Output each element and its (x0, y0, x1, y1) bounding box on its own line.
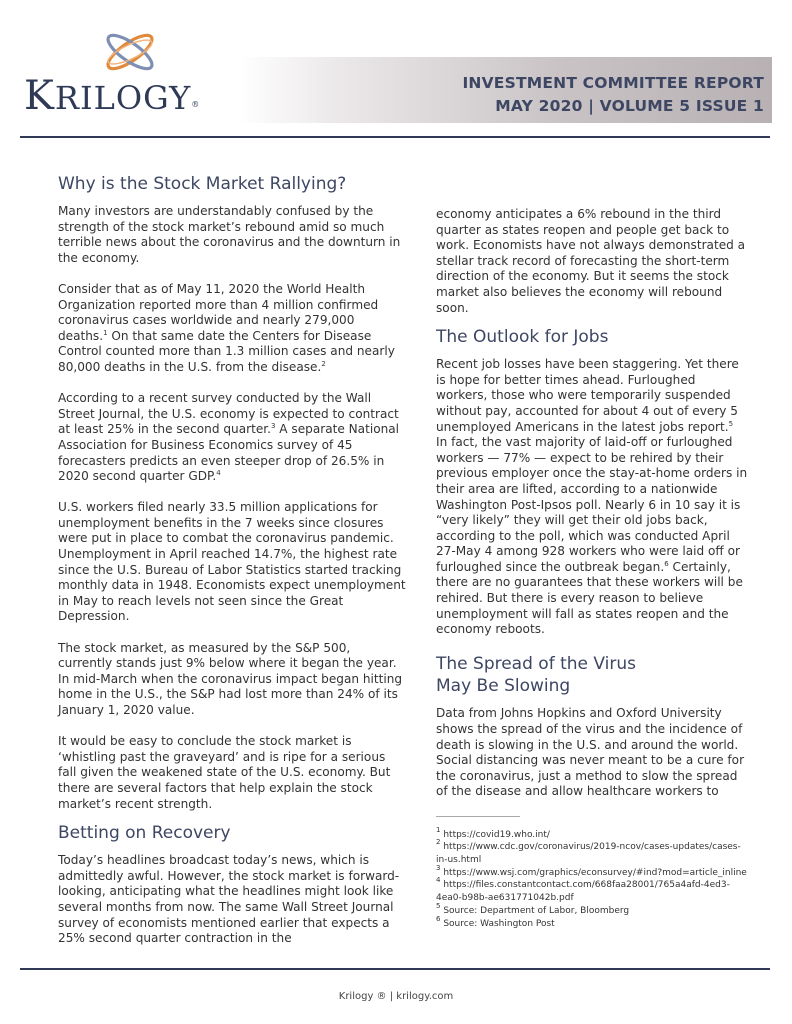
footnote-item[interactable]: $^1$ https://covid19.who.int/ (436, 825, 550, 840)
footnote-item: $^5$ Source: Department of Labor, Bloomberg (436, 901, 630, 916)
footnote-ref[interactable]: 5 (728, 419, 734, 428)
right-column (436, 207, 748, 930)
paragraph: According to a recent survey conducted by the Wall Street Journal, the U.S. economy is expected to contract at least 25% in the second quarter.$^3$ A separate National Association for Business Economics survey of 45 forecasters predicts an even steeper drop of 26.5% in 2020 second quarter GDP.$^4$ (58, 391, 400, 484)
footnote-ref[interactable]: 3 (270, 422, 276, 431)
krilogy-logo (24, 26, 244, 126)
section-heading-jobs: The Outlook for Jobs (436, 327, 609, 348)
footnote-item[interactable]: $^3$ https://www.wsj.com/graphics/econsurvey/#ind?mod=article_inline (436, 863, 747, 878)
paragraph: It would be easy to conclude the stock market is ‘whistling past the graveyard’ and is ripe for a serious fall given the weakened state of the U.S. economy. But there are several factors that help explain the stock market’s recent strength. (58, 734, 391, 811)
article-title: Why is the Stock Market Rallying? (58, 174, 347, 194)
header-divider (20, 136, 770, 138)
paragraph: Recent job losses have been staggering. Yet there is hope for better times ahead. Furloughed workers, those who were temporarily suspended without pay, accounted for about 4 out of every 5 unemployed Americans in the latest jobs report.$^5$ In fact, the vast majority of laid-off or furloughed workers — 77% — expect to be rehired by their previous employer once the stay-at-home orders in their area are lifted, according to a nationwide Washington Post-Ipsos poll. Nearly 6 in 10 say it is “very likely” they will get their old jobs back, according to the poll, which was conducted April 27-May 4 among 928 workers who were laid off or furloughed since the outbreak began.$^6$ Certainly, there are no guarantees that these workers will be rehired. But there is every reason to believe unemployment will fall as states reopen and the economy reboots. (436, 357, 748, 637)
left-column (58, 173, 406, 962)
footnote-divider (436, 816, 520, 817)
report-title-line1: INVESTMENT COMMITTEE REPORT (462, 74, 764, 92)
footnote-item: $^6$ Source: Washington Post (436, 914, 555, 929)
paragraph: U.S. workers filed nearly 33.5 million applications for unemployment benefits in the 7 weeks since closures were put in place to combat the coronavirus pandemic. Unemployment in April reached 14.7%, the highest rate since the U.S. Bureau of Labor Statistics started tracking monthly data in 1948. Economists expect unemployment in May to reach levels not seen since the Great Depression. (58, 500, 406, 624)
paragraph: Data from Johns Hopkins and Oxford University shows the spread of the virus and the incidence of death is slowing in the U.S. and around the world. Social distancing was never meant to be a cure for the coronavirus, just a method to slow the spread of the disease and allow healthcare workers to (436, 706, 745, 799)
paragraph: Consider that as of May 11, 2020 the World Health Organization reported more than 4 million confirmed coronavirus cases worldwide and nearly 279,000 deaths.$^1$ On that same date the Centers for Disease Control counted more than 1.3 million cases and nearly 80,000 deaths in the U.S. from the disease.$^2$ (58, 281, 395, 374)
footnote-ref[interactable]: 6 (664, 559, 669, 568)
footnote-item[interactable]: $^2$ https://www.cdc.gov/coronavirus/2019-ncov/cases-updates/cases-in-us.html (436, 838, 741, 865)
page-footer[interactable]: Krilogy ® | krilogy.com (338, 991, 454, 1002)
report-issue-line: MAY 2020 | VOLUME 5 ISSUE 1 (495, 97, 764, 115)
footnote-ref[interactable]: 2 (321, 359, 326, 368)
section-heading-recovery: Betting on Recovery (58, 823, 231, 844)
footer-divider (20, 968, 770, 970)
footnotes (436, 825, 748, 931)
paragraph: Today’s headlines broadcast today’s news, which is admittedly awful. However, the stock market is forward-looking, anticipating what the headlines might look like several months from now. The same Wall Street Journal survey of economists mentioned earlier that expects a 25% second quarter contraction in the (58, 853, 400, 946)
footnote-ref[interactable]: 4 (216, 469, 221, 478)
paragraph: The stock market, as measured by the S&P 500, currently stands just 9% below where it began the year. In mid-March when the coronavirus impact began hitting home in the U.S., the S&P had lost more than 24% of its January 1, 2020 value. (58, 640, 403, 717)
footnote-item[interactable]: $^4$ https://files.constantcontact.com/668faa28001/765a4afd-4ed3-4ea0-b98b-ae631771042b.pdf (436, 876, 730, 904)
paragraph: Many investors are understandably confused by the strength of the stock market’s rebound amid so much terrible news about the coronavirus and the downturn in the economy. (58, 204, 401, 265)
report-title (462, 72, 764, 118)
paragraph: economy anticipates a 6% rebound in the third quarter as states reopen and people get back to work. Economists have not always demonstrated a stellar track record of forecasting the short-term direction of the economy. But it seems the stock market also believes the economy will rebound soon. (436, 207, 746, 315)
logo-wordmark: KRILOGY® (24, 73, 201, 119)
section-heading-virus: The Spread of the Virus May Be Slowing (436, 654, 636, 697)
footnote-ref[interactable]: 1 (103, 328, 108, 337)
